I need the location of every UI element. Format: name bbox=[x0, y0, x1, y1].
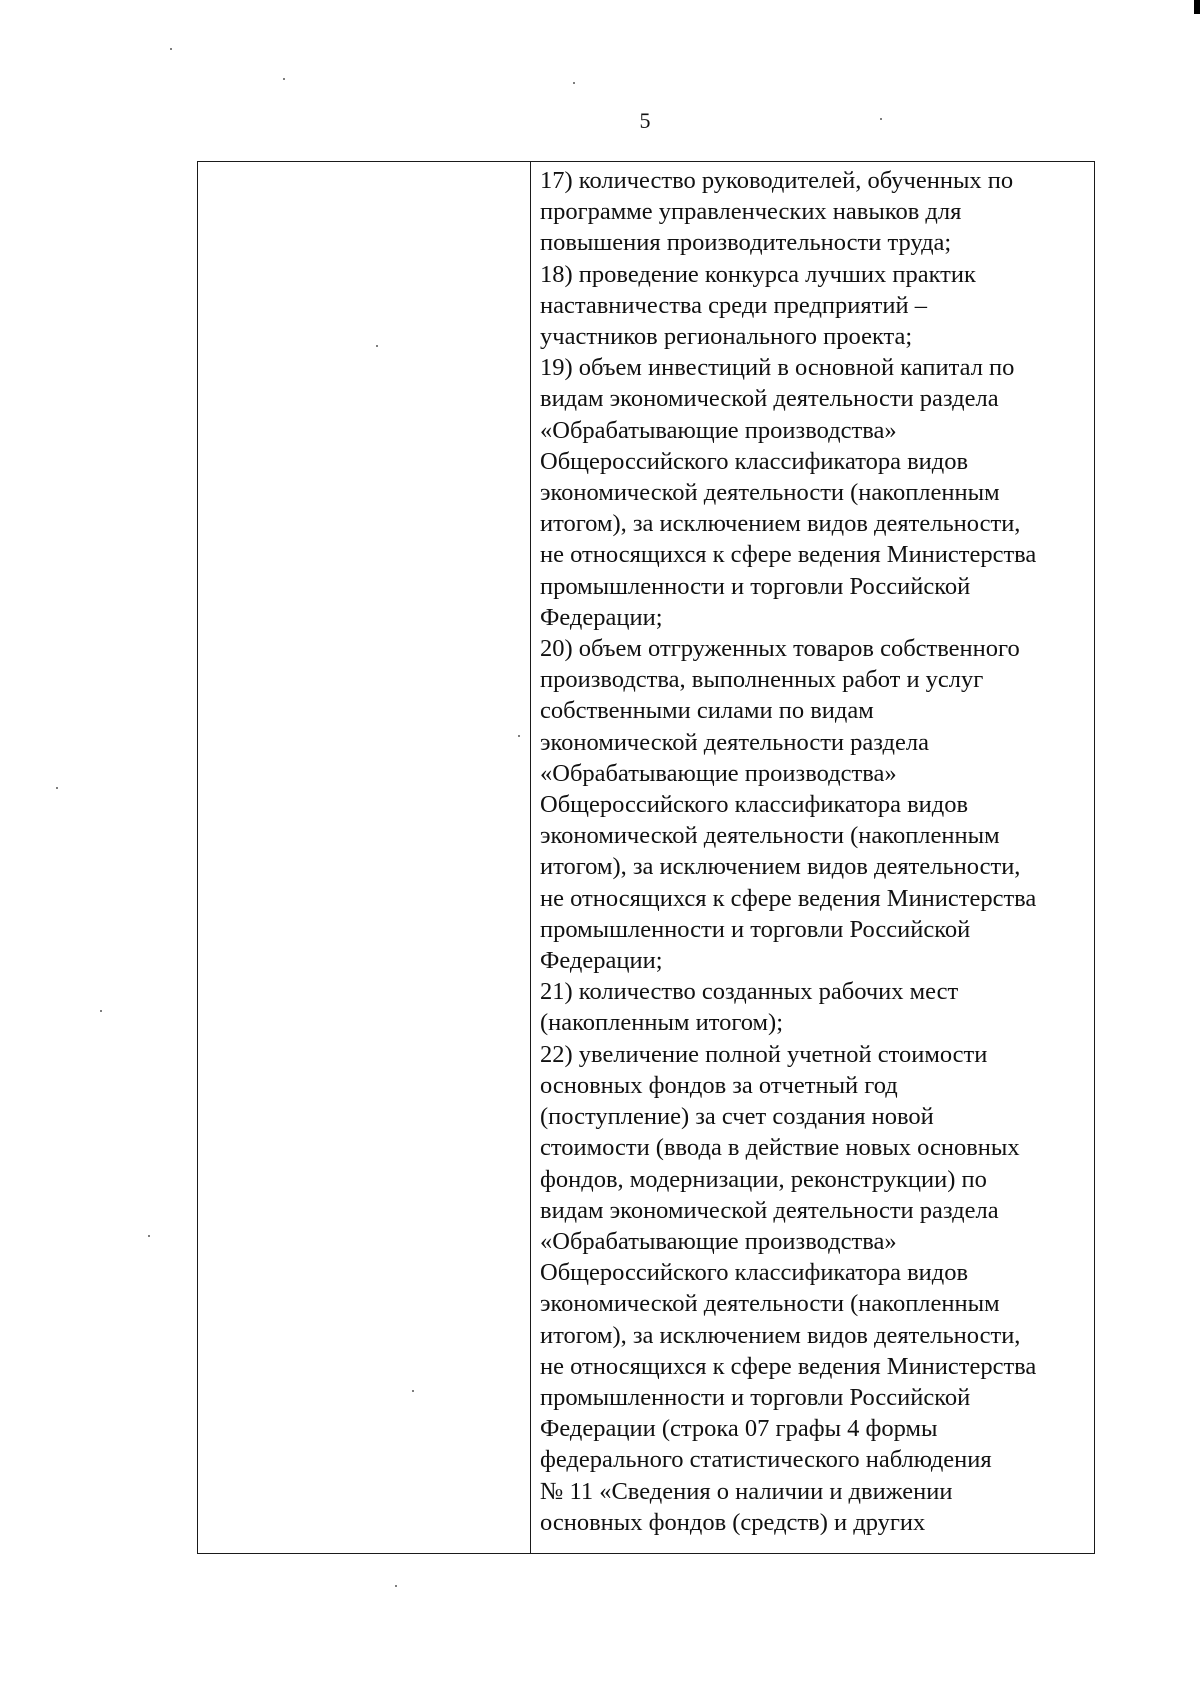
text-line: 18) проведение конкурса лучших практик bbox=[540, 260, 976, 288]
scan-speck bbox=[395, 1585, 397, 1587]
scan-edge-mark bbox=[1194, 0, 1200, 14]
text-line: повышения производительности труда; bbox=[540, 229, 952, 257]
text-line: экономической деятельности (накопленным bbox=[540, 1290, 1000, 1318]
text-line: участников регионального проекта; bbox=[540, 323, 913, 351]
table-left-cell bbox=[198, 162, 531, 1553]
text-line: Общероссийского классификатора видов bbox=[540, 447, 969, 475]
text-line: Федерации; bbox=[540, 603, 663, 631]
text-line: фондов, модернизации, реконструкции) по bbox=[540, 1165, 987, 1193]
text-line: 21) количество созданных рабочих мест bbox=[540, 978, 959, 1006]
text-line: итогом), за исключением видов деятельности, bbox=[540, 510, 1021, 538]
text-line: видам экономической деятельности раздела bbox=[540, 385, 999, 413]
text-line: собственными силами по видам bbox=[540, 697, 874, 725]
table-right-cell bbox=[531, 162, 1094, 1553]
text-line: «Обрабатывающие производства» bbox=[540, 1227, 897, 1255]
document-table bbox=[197, 161, 1095, 1554]
text-line: «Обрабатывающие производства» bbox=[540, 416, 897, 444]
scan-speck bbox=[880, 118, 882, 120]
text-line: экономической деятельности раздела bbox=[540, 728, 929, 756]
text-line: наставничества среди предприятий – bbox=[540, 291, 927, 319]
text-line: итогом), за исключением видов деятельности, bbox=[540, 853, 1021, 881]
text-line: экономической деятельности (накопленным bbox=[540, 822, 1000, 850]
text-line: Общероссийского классификатора видов bbox=[540, 1259, 969, 1287]
text-line: не относящихся к сфере ведения Министерства bbox=[540, 1352, 1037, 1380]
scan-speck bbox=[56, 787, 58, 789]
scan-speck bbox=[412, 1390, 414, 1392]
text-line: производства, выполненных работ и услуг bbox=[540, 666, 984, 694]
scan-speck bbox=[573, 82, 575, 84]
text-line: «Обрабатывающие производства» bbox=[540, 759, 897, 787]
text-line: 19) объем инвестиций в основной капитал по bbox=[540, 354, 1015, 382]
text-line: № 11 «Сведения о наличии и движении bbox=[540, 1477, 953, 1505]
scan-speck bbox=[376, 345, 378, 347]
scan-speck bbox=[148, 1235, 150, 1237]
text-line: не относящихся к сфере ведения Министерства bbox=[540, 884, 1037, 912]
page-number: 5 bbox=[639, 108, 651, 133]
text-line: Федерации; bbox=[540, 947, 663, 975]
text-line: основных фондов за отчетный год bbox=[540, 1071, 898, 1099]
text-line: итогом), за исключением видов деятельности, bbox=[540, 1321, 1021, 1349]
text-line: федерального статистического наблюдения bbox=[540, 1446, 992, 1474]
text-line: промышленности и торговли Российской bbox=[540, 1383, 971, 1411]
scan-speck bbox=[100, 1010, 102, 1012]
text-line: 20) объем отгруженных товаров собственного bbox=[540, 635, 1020, 663]
text-line: не относящихся к сфере ведения Министерства bbox=[540, 541, 1037, 569]
text-line: Федерации (строка 07 графы 4 формы bbox=[540, 1415, 938, 1443]
text-line: (поступление) за счет создания новой bbox=[540, 1103, 934, 1131]
text-line: (накопленным итогом); bbox=[540, 1009, 784, 1037]
scan-speck bbox=[283, 78, 285, 80]
text-line: Общероссийского классификатора видов bbox=[540, 791, 969, 819]
text-line: экономической деятельности (накопленным bbox=[540, 479, 1000, 507]
text-line: стоимости (ввода в действие новых основных bbox=[540, 1134, 1020, 1162]
text-line: промышленности и торговли Российской bbox=[540, 915, 971, 943]
scan-speck bbox=[170, 48, 172, 50]
text-line: 17) количество руководителей, обученных по bbox=[540, 167, 1014, 194]
text-line: программе управленческих навыков для bbox=[540, 198, 962, 226]
text-line: основных фондов (средств) и других bbox=[540, 1508, 926, 1536]
scan-speck bbox=[518, 735, 520, 737]
text-line: промышленности и торговли Российской bbox=[540, 572, 971, 600]
text-line: видам экономической деятельности раздела bbox=[540, 1196, 999, 1224]
text-line: 22) увеличение полной учетной стоимости bbox=[540, 1040, 988, 1068]
